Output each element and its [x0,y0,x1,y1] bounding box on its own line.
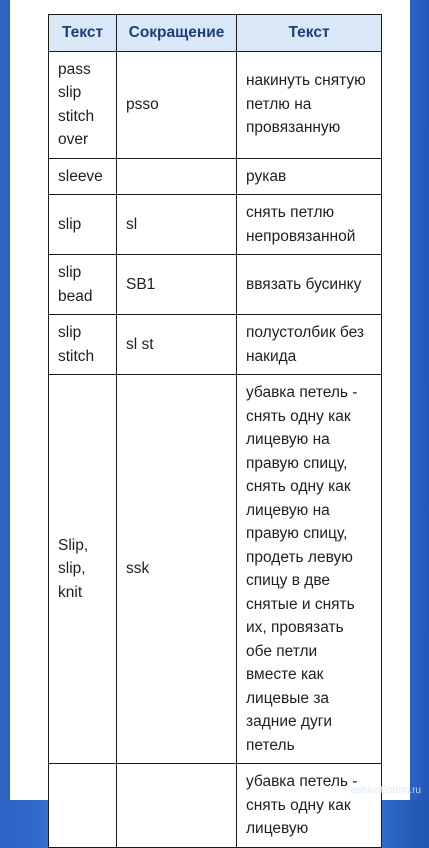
term-cell: pass slip stitch over [49,51,117,158]
table-row [49,764,382,848]
header-text-2: Текст [237,15,382,52]
table-row [49,315,382,375]
table-row [49,375,382,764]
header-abbreviation: Сокращение [117,15,237,52]
site-watermark: FashionForum.ru [344,785,421,796]
translation-cell: накинуть снятую петлю на провязанную [237,51,382,158]
abbreviation-cell: sl [117,195,237,255]
translation-cell: полустолбик без накида [237,315,382,375]
abbreviation-cell: ssk [117,375,237,764]
header-text-1: Текст [49,15,117,52]
term-cell: sleeve [49,158,117,195]
abbreviation-cell: psso [117,51,237,158]
abbreviation-cell [117,158,237,195]
term-cell: slip bead [49,255,117,315]
table-row [49,158,382,195]
table-header-row [49,15,382,52]
translation-cell: убавка петель - снять одну как лицевую [237,764,382,848]
term-cell [49,764,117,848]
translation-cell: снять петлю непровязанной [237,195,382,255]
table-row [49,195,382,255]
abbreviation-cell [117,764,237,848]
term-cell: slip stitch [49,315,117,375]
abbreviation-cell: SB1 [117,255,237,315]
translation-cell: убавка петель - снять одну как лицевую на правую спицу, снять одну как лицевую на правую спицу, продеть левую спицу в две снятые и снять их, провязать обе петли вместе как лицевые за задние дуги петель [237,375,382,764]
abbreviation-cell: sl st [117,315,237,375]
translation-cell: рукав [237,158,382,195]
term-cell: Slip, slip, knit [49,375,117,764]
right-edge-background [410,0,429,800]
glossary-table [48,14,382,848]
translation-cell: ввязать бусинку [237,255,382,315]
table-row [49,255,382,315]
table-row [49,51,382,158]
term-cell: slip [49,195,117,255]
